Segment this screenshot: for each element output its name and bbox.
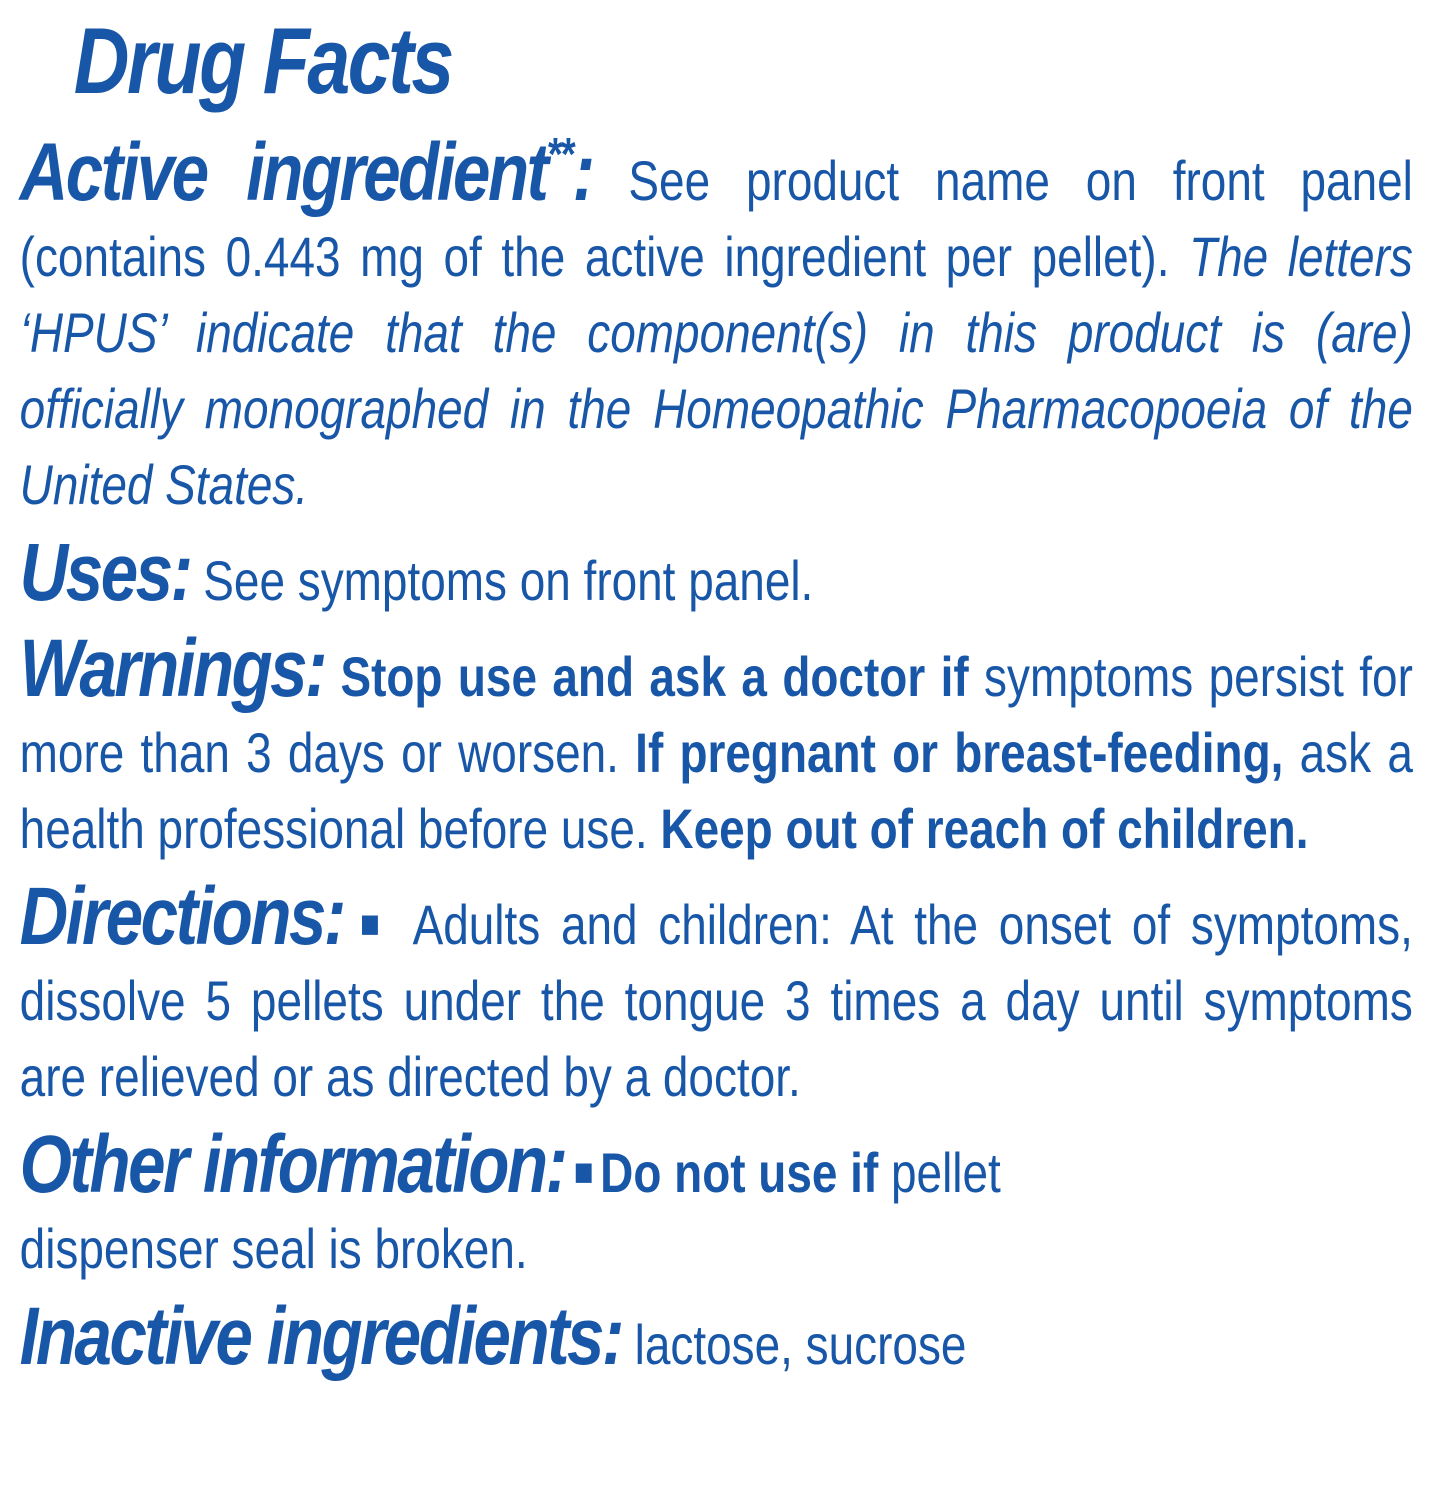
directions-body: Adults and children: At the onset of symptoms, dissolve 5 pellets under the tongue 3 times a day until symptoms are relieved or as directed by a doctor. (19, 893, 1413, 1108)
section-directions (19, 871, 1413, 1115)
inactive-ingredients-heading: Inactive ingredients: (19, 1291, 622, 1382)
inactive-ingredients-body: lactose, sucrose (634, 1313, 967, 1376)
drug-facts-title: Drug Facts (73, 8, 452, 113)
other-information-do-not-use-text: Do not use if (600, 1141, 879, 1204)
section-warnings (19, 623, 1413, 867)
active-ingredient-colon: : (572, 127, 593, 218)
warnings-persist-text: symptoms persist for more than 3 days or worsen. (19, 645, 1413, 784)
uses-body: See symptoms on front panel. (203, 549, 814, 612)
warnings-pregnant-text: If pregnant or breast-feeding, (635, 721, 1284, 784)
other-information-pellet-text: pellet (890, 1141, 1001, 1204)
square-bullet-icon: ■ (573, 1150, 594, 1194)
uses-heading: Uses: (19, 527, 191, 618)
section-inactive-ingredients (19, 1291, 1413, 1383)
active-ingredient-body: See product name on front panel (contains 0.443 mg of the active ingredient per pellet). (19, 149, 1413, 288)
directions-heading: Directions: (19, 871, 344, 962)
active-ingredient-heading: Active ingredient (19, 127, 547, 218)
warnings-keep-out-of-reach-text: Keep out of reach of children. (660, 797, 1309, 860)
warnings-heading: Warnings: (19, 623, 326, 714)
section-uses (19, 527, 1413, 619)
other-information-dispenser-text: dispenser seal is broken. (19, 1217, 528, 1280)
active-ingredient-asterisks: ** (546, 128, 573, 180)
section-other-information (19, 1119, 1413, 1287)
section-active-ingredient (20, 116, 1413, 523)
other-information-heading: Other information: (19, 1119, 566, 1210)
warnings-health-professional-text: ask a health professional before use. (19, 721, 1413, 860)
square-bullet-icon: ■ (352, 902, 388, 946)
warnings-stop-use-text: Stop use and ask a doctor if (340, 645, 969, 708)
active-ingredient-hpus-note: The letters ‘HPUS’ indicate that the component(s) in this product is (are) officially monographed in the Homeopathic Pharmacopoeia of the United States. (19, 225, 1413, 516)
